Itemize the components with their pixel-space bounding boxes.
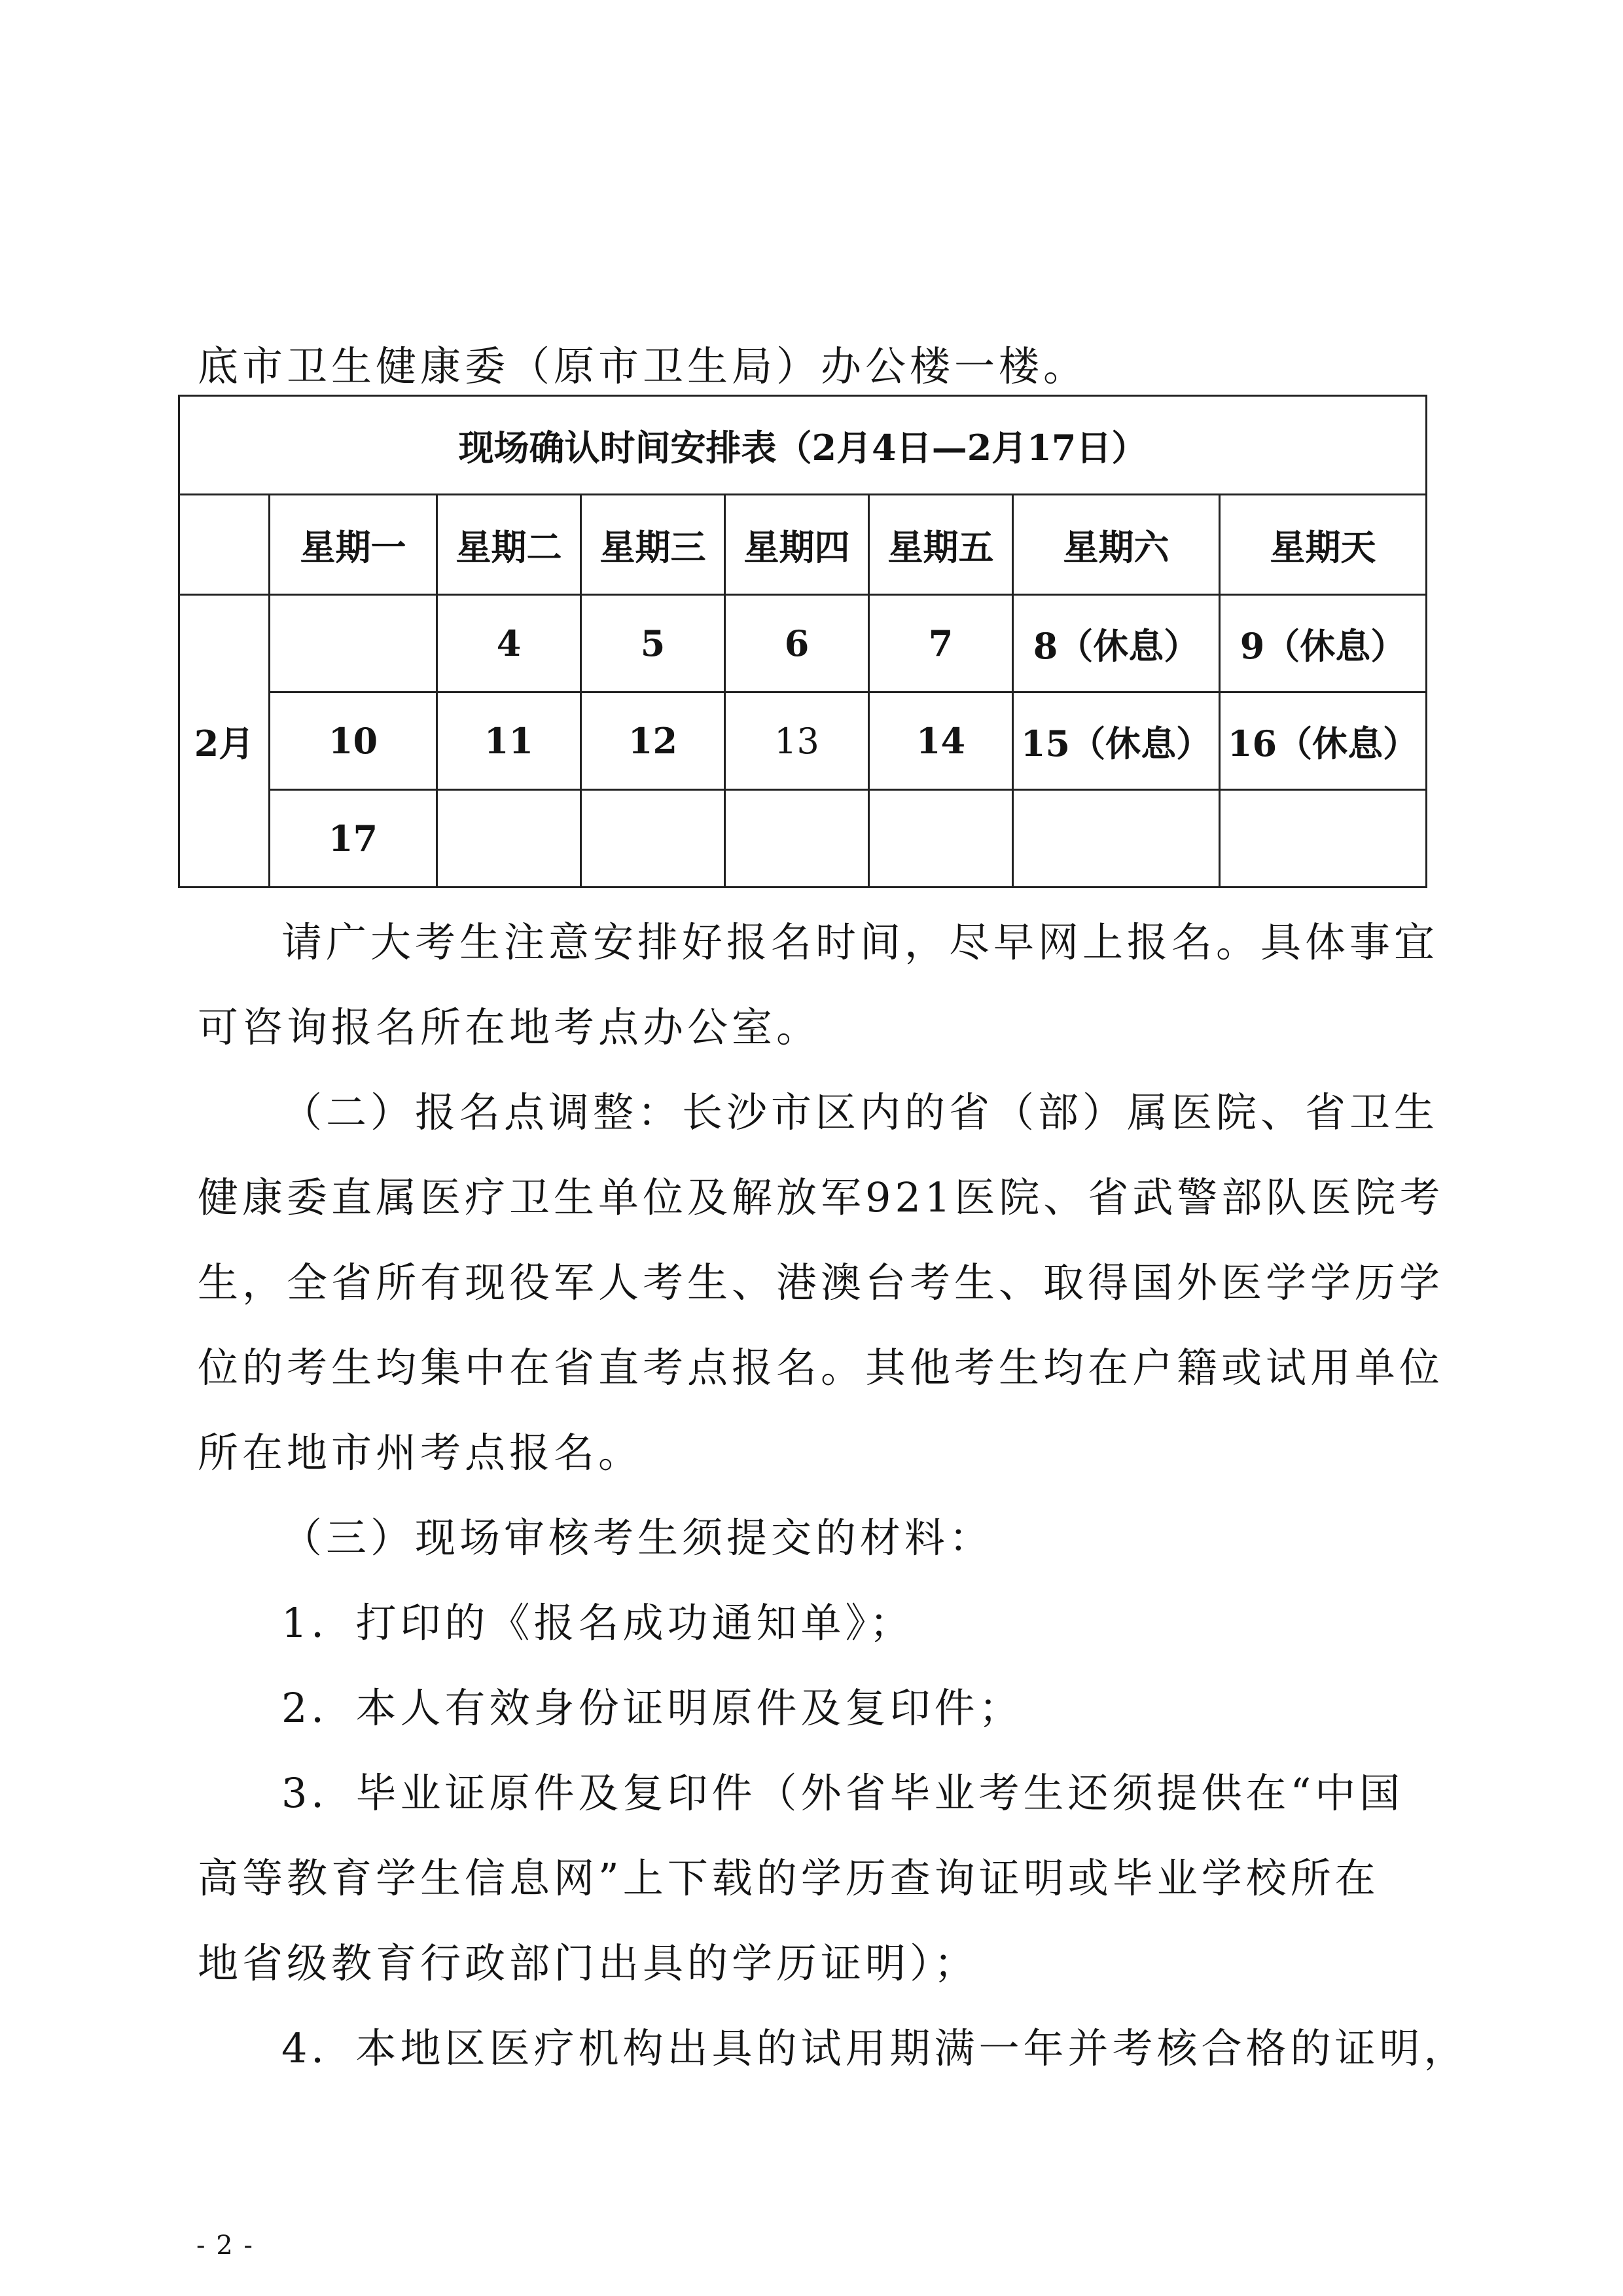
date-cell: 7 bbox=[869, 595, 1013, 692]
date-row bbox=[179, 790, 1427, 888]
weekday-header-row bbox=[179, 495, 1427, 595]
date-cell bbox=[869, 790, 1013, 888]
date-cell: 12 bbox=[581, 692, 725, 790]
date-cell: 5 bbox=[581, 595, 725, 692]
weekday-header: 星期一 bbox=[270, 495, 437, 595]
date-row bbox=[179, 692, 1427, 790]
paragraph-line: 请广大考生注意安排好报名时间，尽早网上报名。具体事宜 bbox=[281, 918, 1439, 966]
paragraph-line: 位的考生均集中在省直考点报名。其他考生均在户籍或试用单位 bbox=[198, 1344, 1444, 1391]
weekday-header: 星期五 bbox=[869, 495, 1013, 595]
paragraph-line: 健康委直属医疗卫生单位及解放军921医院、省武警部队医院考 bbox=[198, 1174, 1444, 1221]
date-cell: 13 bbox=[725, 692, 869, 790]
date-cell: 11 bbox=[437, 692, 581, 790]
month-label: 2月 bbox=[179, 595, 270, 888]
weekday-header: 星期二 bbox=[437, 495, 581, 595]
date-cell bbox=[1220, 790, 1427, 888]
date-cell: 17 bbox=[270, 790, 437, 888]
page-number: - 2 - bbox=[196, 2231, 254, 2261]
schedule-table bbox=[178, 395, 1427, 888]
date-cell bbox=[1013, 790, 1220, 888]
paragraph-line: 高等教育学生信息网”上下载的学历查询证明或毕业学校所在 bbox=[198, 1854, 1380, 1902]
date-row bbox=[179, 595, 1427, 692]
date-cell: 8（休息） bbox=[1013, 595, 1220, 692]
weekday-header: 星期六 bbox=[1013, 495, 1220, 595]
date-cell bbox=[437, 790, 581, 888]
date-cell: 4 bbox=[437, 595, 581, 692]
weekday-header: 星期天 bbox=[1220, 495, 1427, 595]
paragraph-line: 可咨询报名所在地考点办公室。 bbox=[198, 1003, 821, 1051]
paragraph-line: 3．毕业证原件及复印件（外省毕业考生还须提供在“中国 bbox=[281, 1769, 1404, 1817]
weekday-header: 星期四 bbox=[725, 495, 869, 595]
paragraph-line: 1．打印的《报名成功通知单》； bbox=[281, 1599, 914, 1647]
date-cell: 15（休息） bbox=[1013, 692, 1220, 790]
date-cell bbox=[270, 595, 437, 692]
paragraph-line: 所在地市州考点报名。 bbox=[198, 1429, 643, 1477]
corner-cell bbox=[179, 495, 270, 595]
paragraph-line: 2．本人有效身份证明原件及复印件； bbox=[281, 1684, 1024, 1732]
paragraph-line: 生，全省所有现役军人考生、港澳台考生、取得国外医学学历学 bbox=[198, 1259, 1444, 1306]
paragraph-line: （二）报名点调整：长沙市区内的省（部）属医院、省卫生 bbox=[281, 1088, 1439, 1136]
paragraph-line: 4．本地区医疗机构出具的试用期满一年并考核合格的证明， bbox=[281, 2024, 1469, 2072]
date-cell: 14 bbox=[869, 692, 1013, 790]
paragraph-line: （三）现场审核考生须提交的材料： bbox=[281, 1514, 994, 1562]
schedule-title-row bbox=[179, 396, 1427, 495]
date-cell bbox=[581, 790, 725, 888]
paragraph-line: 地省级教育行政部门出具的学历证明）； bbox=[198, 1939, 979, 1987]
date-cell: 6 bbox=[725, 595, 869, 692]
date-cell: 9（休息） bbox=[1220, 595, 1427, 692]
date-cell: 16（休息） bbox=[1220, 692, 1427, 790]
weekday-header: 星期三 bbox=[581, 495, 725, 595]
date-cell bbox=[725, 790, 869, 888]
intro-line: 底市卫生健康委（原市卫生局）办公楼一楼。 bbox=[198, 342, 1088, 390]
date-cell: 10 bbox=[270, 692, 437, 790]
schedule-title: 现场确认时间安排表（2月4日—2月17日） bbox=[179, 396, 1427, 495]
